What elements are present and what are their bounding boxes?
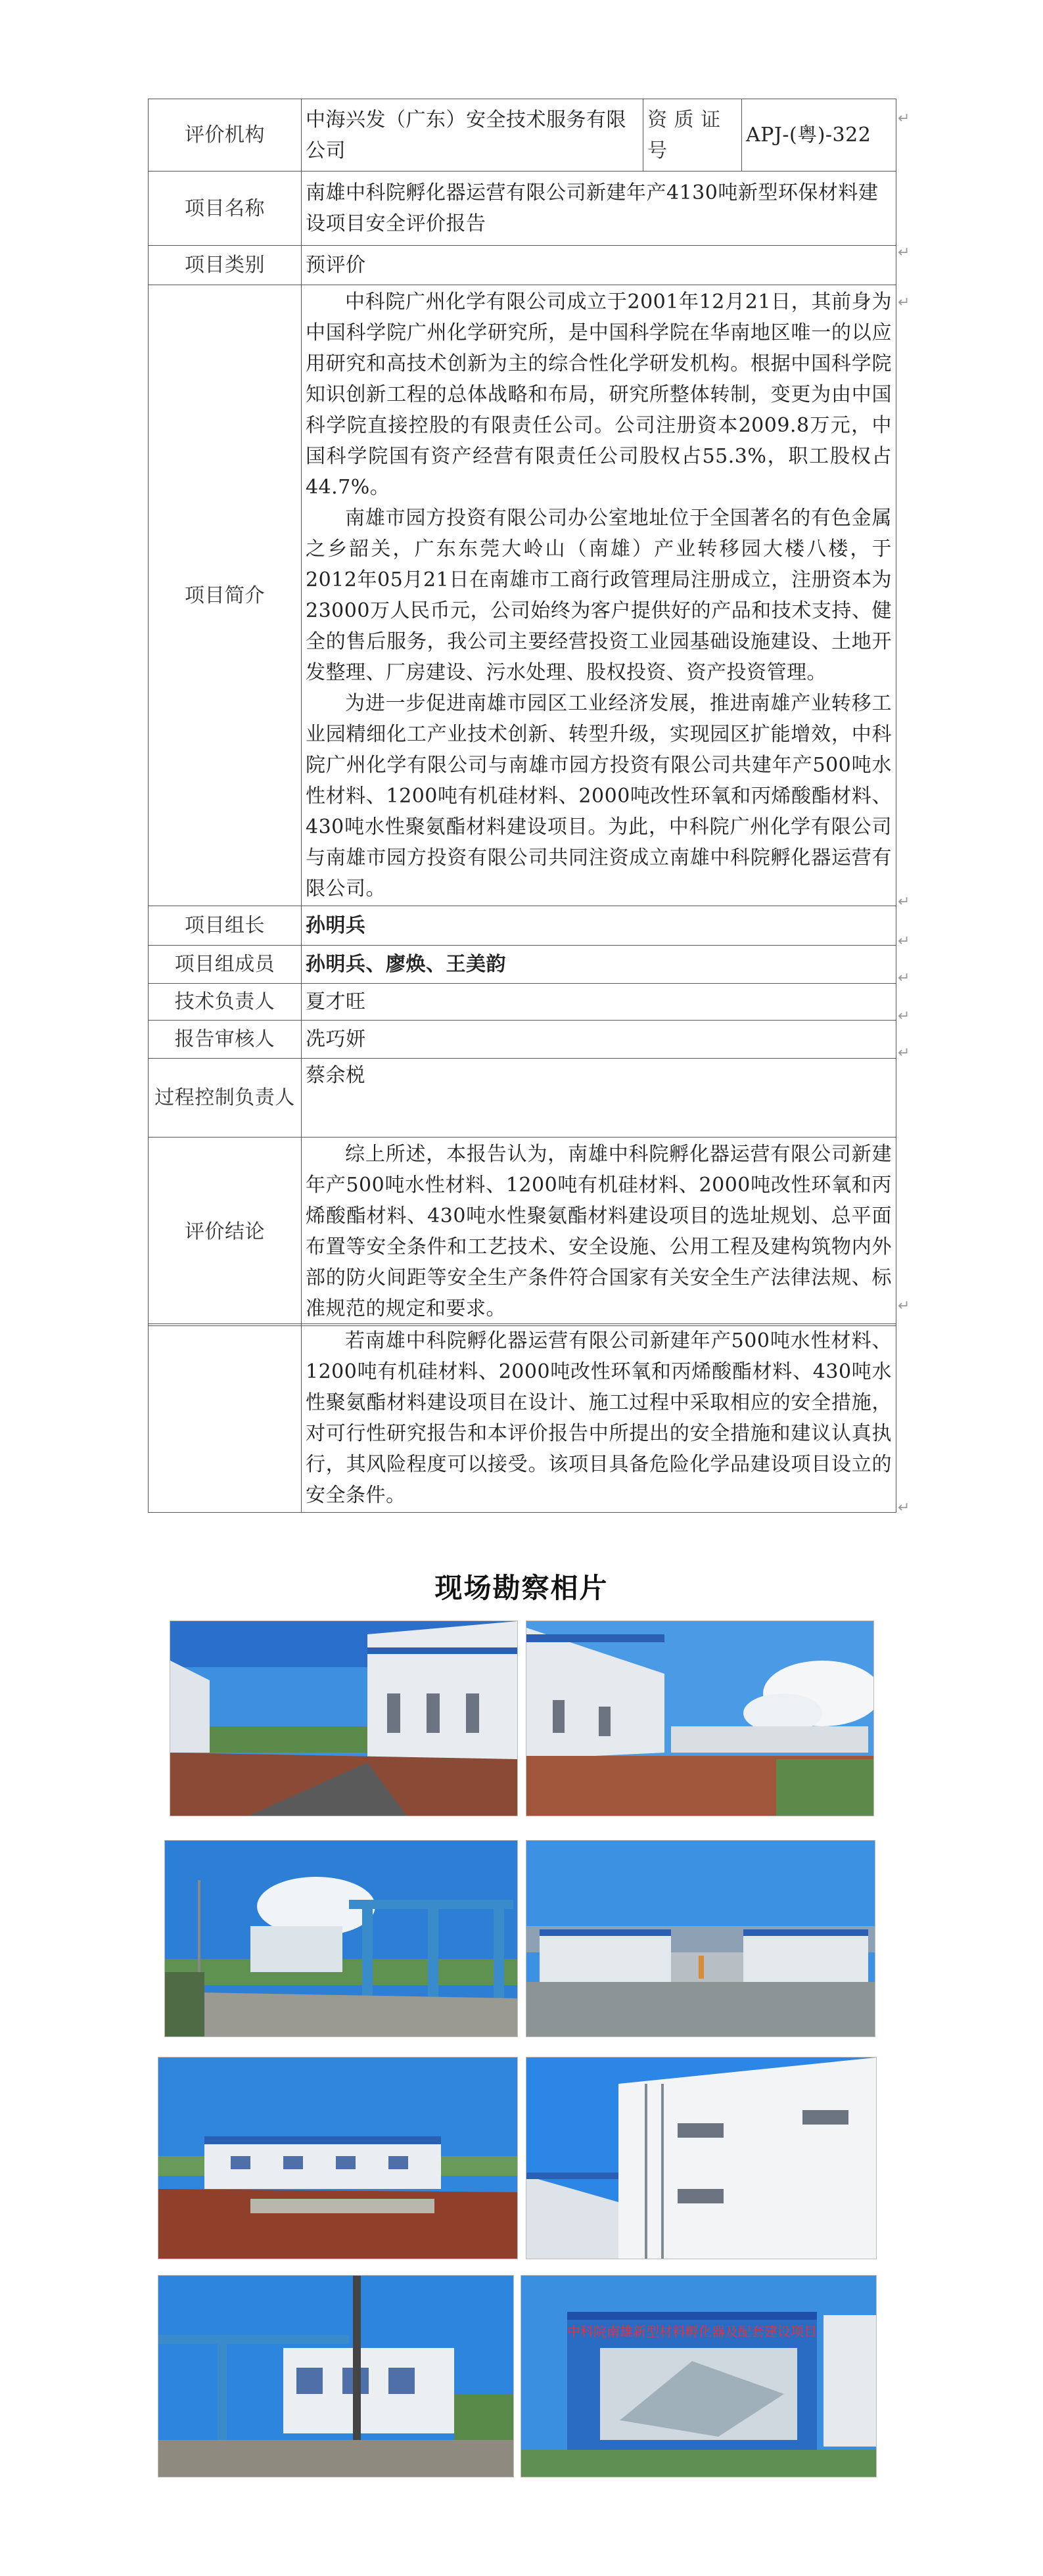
conclusion-continued-label [149,1324,302,1513]
review-label: 报告审核人 [149,1021,302,1059]
row-conclusion [149,1138,896,1326]
row-project-type [149,246,896,285]
intro-paragraph-3: 为进一步促进南雄市园区工业经济发展，推进南雄产业转移工业园精细化工产业技术创新、转型升级，实现园区扩能增效，中科院广州化学有限公司与南雄市园方投资有限公司共建年产500吨水性材料、1200吨有机硅材料、2000吨改性环氧和丙烯酸酯材料、430吨水性聚氨酯材料建设项目。为此，中科院广州化学有限公司与南雄市园方投资有限公司共同注资成立南雄中科院孵化器运营有限公司。 [306,692,892,900]
process-label: 过程控制负责人 [149,1059,302,1138]
conclusion-continued-table [148,1323,896,1513]
paragraph-mark-icon: ↵ [898,110,910,127]
members-label: 项目组成员 [149,946,302,984]
leader-label: 项目组长 [149,906,302,946]
intro-paragraph-2: 南雄市园方投资有限公司办公室地址位于全国著名的有色金属之乡韶关，广东东莞大岭山（南雄）产业转移园大楼八楼，于2012年05月21日在南雄市工商行政管理局注册成立，注册资本为23000万人民币元，公司始终为客户提供好的产品和技术支持、健全的售后服务，我公司主要经营投资工业园基础设施建设、土地开发整理、厂房建设、污水处理、股权投资、资产投资管理。 [306,507,892,684]
site-photo-project-billboard [521,2275,877,2477]
photo-section-title: 现场勘察相片 [434,1572,609,1604]
project-name-label: 项目名称 [149,172,302,246]
row-tech [149,984,896,1021]
paragraph-mark-icon: ↵ [898,244,910,261]
paragraph-mark-icon: ↵ [898,1500,910,1516]
paragraph-mark-icon: ↵ [898,1045,910,1061]
project-name-value: 南雄中科院孵化器运营有限公司新建年产4130吨新型环保材料建设项目安全评价报告 [302,172,896,246]
members-value: 孙明兵、廖焕、王美韵 [302,946,896,984]
conclusion-content [302,1138,896,1326]
intro-content [302,285,896,906]
project-type-value: 预评价 [302,246,896,285]
cert-value: APJ-(粤)-322 [742,99,896,172]
institution-label: 评价机构 [149,99,302,172]
row-review [149,1021,896,1059]
paragraph-mark-icon: ↵ [898,1008,910,1024]
conclusion-label: 评价结论 [149,1138,302,1326]
paragraph-mark-icon: ↵ [898,970,910,986]
row-conclusion-continued [149,1324,896,1513]
row-project-name [149,172,896,246]
site-photo-low-building [158,2057,518,2259]
intro-label: 项目简介 [149,285,302,906]
row-intro [149,285,896,906]
site-photo-entrance-gate [526,1840,875,2037]
site-photo-pipe-rack [164,1840,518,2037]
process-value: 蔡余棁 [302,1059,896,1138]
site-photo-factory-building [170,1621,518,1816]
intro-paragraph-1: 中科院广州化学有限公司成立于2001年12月21日，其前身为中国科学院广州化学研究所，是中国科学院在华南地区唯一的以应用研究和高技术创新为主的综合性化学研发机构。根据中国科学院知识创新工程的总体战略和布局，研究所整体转制，变更为由中国科学院直接控股的有限责任公司。公司注册资本2009.8万元，中国科学院国有资产经营有限责任公司股权占55.3%，职工股权占44.7%。 [306,290,892,499]
cert-label: 资 质 证 号 [643,99,742,172]
site-photo-warehouse [526,1621,874,1816]
leader-value: 孙明兵 [302,906,896,946]
conclusion-continued-content [302,1324,896,1513]
row-members [149,946,896,984]
billboard-title: 中科院南雄新型材料孵化器及配套建设项目 [567,2324,817,2339]
row-institution [149,99,896,172]
project-type-label: 项目类别 [149,246,302,285]
site-photo-industrial-structure [158,2275,514,2477]
row-leader [149,906,896,946]
conclusion-paragraph-2: 若南雄中科院孵化器运营有限公司新建年产500吨水性材料、1200吨有机硅材料、2000吨改性环氧和丙烯酸酯材料、430吨水性聚氨酯材料建设项目在设计、施工过程中采取相应的安全措施，对可行性研究报告和本评价报告中所提出的安全措施和建议认真执行，其风险程度可以接受。该项目具备危险化学品建设项目设立的安全条件。 [306,1329,892,1507]
site-photo-building-ladder [526,2057,877,2259]
paragraph-mark-icon: ↵ [898,933,910,950]
tech-value: 夏才旺 [302,984,896,1021]
institution-value: 中海兴发（广东）安全技术服务有限公司 [302,99,643,172]
row-process [149,1059,896,1138]
conclusion-paragraph-1: 综上所述，本报告认为，南雄中科院孵化器运营有限公司新建年产500吨水性材料、1200吨有机硅材料、2000吨改性环氧和丙烯酸酯材料、430吨水性聚氨酯材料建设项目的选址规划、总平面布置等安全条件和工艺技术、安全设施、公用工程及建构筑物内外部的防火间距等安全生产条件符合国家有关安全生产法律法规、标准规范的规定和要求。 [306,1143,892,1320]
evaluation-form-table [148,99,896,1326]
review-value: 冼巧妍 [302,1021,896,1059]
paragraph-mark-icon: ↵ [898,1298,910,1314]
tech-label: 技术负责人 [149,984,302,1021]
paragraph-mark-icon: ↵ [898,894,910,910]
paragraph-mark-icon: ↵ [898,294,910,311]
